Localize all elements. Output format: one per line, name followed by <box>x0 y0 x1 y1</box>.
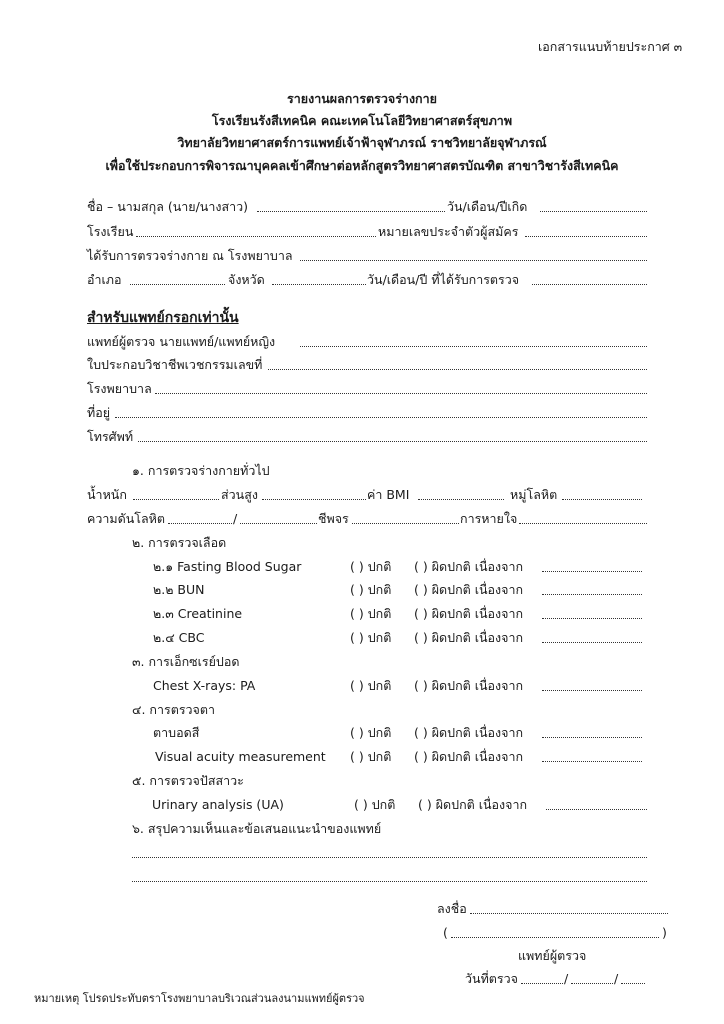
blood-group-field[interactable] <box>562 499 642 500</box>
location-row <box>0 271 724 289</box>
school-label: โรงเรียน <box>87 224 134 239</box>
test-row-fbs <box>0 558 724 576</box>
district-field[interactable] <box>130 284 225 285</box>
cbc-label: ๒.๔ CBC <box>153 630 205 645</box>
xray-normal-option[interactable]: ( ) ปกติ <box>350 678 392 693</box>
doctor-name-field[interactable] <box>300 346 647 347</box>
applicant-name-row <box>0 198 724 216</box>
cbc-normal-option[interactable]: ( ) ปกติ <box>350 630 392 645</box>
license-field[interactable] <box>268 369 647 370</box>
exam-hospital-label: ได้รับการตรวจร่างกาย ณ โรงพยาบาล <box>87 248 293 263</box>
respiration-field[interactable] <box>519 523 647 524</box>
cbc-abnormal-option[interactable]: ( ) ผิดปกติ เนื่องจาก <box>414 630 524 645</box>
bun-label: ๒.๒ BUN <box>153 582 205 597</box>
respiration-label: การหายใจ <box>460 511 518 526</box>
visual-acuity-abnormal-option[interactable]: ( ) ผิดปกติ เนื่องจาก <box>414 749 524 764</box>
bp-separator: / <box>233 511 238 526</box>
pulse-field[interactable] <box>352 523 459 524</box>
license-label: ใบประกอบวิชาชีพเวชกรรมเลขที่ <box>87 357 263 372</box>
applicant-id-label: หมายเลขประจำตัวผู้สมัคร <box>378 224 519 239</box>
test-row-visual-acuity <box>0 748 724 766</box>
general-exam-heading: ๑. การตรวจร่างกายทั่วไป <box>132 463 270 478</box>
printed-name-open-paren: ( <box>443 925 448 940</box>
bmi-field[interactable] <box>418 499 504 500</box>
test-row-bun <box>0 581 724 599</box>
height-field[interactable] <box>262 499 366 500</box>
systolic-field[interactable] <box>168 523 232 524</box>
province-label: จังหวัด <box>228 272 265 287</box>
urinalysis-abnormal-option[interactable]: ( ) ผิดปกติ เนื่องจาก <box>418 797 528 812</box>
doctor-name-label: แพทย์ผู้ตรวจ นายแพทย์/แพทย์หญิง <box>87 334 276 349</box>
phone-field[interactable] <box>138 441 647 442</box>
bmi-label: ค่า BMI <box>367 487 410 502</box>
signature-row <box>0 900 724 918</box>
doctor-name-row <box>0 333 724 351</box>
name-label: ชื่อ – นามสกุล (นาย/นางสาว) <box>87 199 249 214</box>
applicant-id-field[interactable] <box>525 236 647 237</box>
color-blindness-reason-field[interactable] <box>542 737 642 738</box>
printed-name-close-paren: ) <box>662 925 667 940</box>
fbs-normal-option[interactable]: ( ) ปกติ <box>350 559 392 574</box>
phone-label: โทรศัพท์ <box>87 429 134 444</box>
test-row-color-blindness <box>0 724 724 742</box>
creatinine-abnormal-option[interactable]: ( ) ผิดปกติ เนื่องจาก <box>414 606 524 621</box>
form-subtitle-college: วิทยาลัยวิทยาศาสตร์การแพทย์เจ้าฟ้าจุฬาภรณ์ ราชวิทยาลัยจุฬาภรณ์ <box>177 135 547 150</box>
visual-acuity-normal-option[interactable]: ( ) ปกติ <box>350 749 392 764</box>
footnote: หมายเหตุ โปรดประทับตราโรงพยาบาลบริเวณส่วนลงนามแพทย์ผู้ตรวจ <box>34 992 365 1005</box>
xray-heading: ๓. การเอ็กซเรย์ปอด <box>132 654 240 669</box>
test-row-urinalysis <box>0 796 724 814</box>
creatinine-normal-option[interactable]: ( ) ปกติ <box>350 606 392 621</box>
color-blindness-normal-option[interactable]: ( ) ปกติ <box>350 725 392 740</box>
bun-abnormal-option[interactable]: ( ) ผิดปกติ เนื่องจาก <box>414 582 524 597</box>
printed-name-row <box>0 924 724 942</box>
diastolic-field[interactable] <box>240 523 317 524</box>
urine-heading: ๕. การตรวจปัสสาวะ <box>132 773 244 788</box>
height-label: ส่วนสูง <box>221 487 258 502</box>
urinalysis-normal-option[interactable]: ( ) ปกติ <box>354 797 396 812</box>
bun-normal-option[interactable]: ( ) ปกติ <box>350 582 392 597</box>
printed-name-field[interactable] <box>451 937 659 938</box>
fbs-reason-field[interactable] <box>542 571 642 572</box>
sign-month-field[interactable] <box>571 983 613 984</box>
visual-acuity-reason-field[interactable] <box>542 761 642 762</box>
form-subtitle-school: โรงเรียนรังสีเทคนิค คณะเทคโนโลยีวิทยาศาสตร์สุขภาพ <box>211 113 513 128</box>
urinalysis-label: Urinary analysis (UA) <box>152 797 284 812</box>
signature-label: ลงชื่อ <box>437 901 467 916</box>
form-subtitle-purpose: เพื่อใช้ประกอบการพิจารณาบุคคลเข้าศึกษาต่อหลักสูตรวิทยาศาสตรบัณฑิต สาขาวิชารังสีเทคนิค <box>105 158 619 173</box>
weight-field[interactable] <box>133 499 219 500</box>
urinalysis-reason-field[interactable] <box>546 809 647 810</box>
document-reference: เอกสารแนบท้ายประกาศ ๓ <box>538 39 683 54</box>
bun-reason-field[interactable] <box>542 594 642 595</box>
blood-tests-heading: ๒. การตรวจเลือด <box>132 535 227 550</box>
chest-xray-label: Chest X-rays: PA <box>153 678 256 693</box>
doctor-hospital-field[interactable] <box>155 393 647 394</box>
xray-reason-field[interactable] <box>542 690 642 691</box>
weight-label: น้ำหนัก <box>87 487 127 502</box>
address-field[interactable] <box>115 417 647 418</box>
exam-hospital-field[interactable] <box>300 260 647 261</box>
test-row-creatinine <box>0 605 724 623</box>
color-blindness-abnormal-option[interactable]: ( ) ผิดปกติ เนื่องจาก <box>414 725 524 740</box>
address-label: ที่อยู่ <box>87 405 111 420</box>
creatinine-reason-field[interactable] <box>542 618 642 619</box>
doctor-section-heading: สำหรับแพทย์กรอกเท่านั้น <box>87 310 239 326</box>
summary-line-2[interactable] <box>132 881 647 882</box>
sign-date-label: วันที่ตรวจ <box>465 971 518 986</box>
eye-exam-heading: ๔. การตรวจตา <box>132 702 216 717</box>
license-row <box>0 356 724 374</box>
phone-row <box>0 428 724 446</box>
summary-heading: ๖. สรุปความเห็นและข้อเสนอแนะนำของแพทย์ <box>132 821 382 836</box>
exam-date-label: วัน/เดือน/ปี ที่ได้รับการตรวจ <box>367 272 520 287</box>
visual-acuity-label: Visual acuity measurement <box>155 749 326 764</box>
fbs-abnormal-option[interactable]: ( ) ผิดปกติ เนื่องจาก <box>414 559 524 574</box>
sign-year-field[interactable] <box>621 983 645 984</box>
signature-field[interactable] <box>470 913 668 914</box>
dob-label: วัน/เดือน/ปีเกิด <box>447 199 528 214</box>
exam-hospital-row <box>0 247 724 265</box>
vitals-row-2 <box>0 510 724 528</box>
blood-pressure-label: ความดันโลหิต <box>87 511 166 526</box>
name-field[interactable] <box>257 211 445 212</box>
school-field[interactable] <box>136 236 376 237</box>
district-label: อำเภอ <box>87 272 122 287</box>
pulse-label: ชีพจร <box>318 511 349 526</box>
creatinine-label: ๒.๓ Creatinine <box>153 606 243 621</box>
exam-date-sign-row <box>0 970 724 988</box>
province-field[interactable] <box>272 284 366 285</box>
applicant-school-row <box>0 223 724 241</box>
xray-abnormal-option[interactable]: ( ) ผิดปกติ เนื่องจาก <box>414 678 524 693</box>
vitals-row-1 <box>0 486 724 504</box>
doctor-hospital-row <box>0 380 724 398</box>
blood-group-label: หมู่โลหิต <box>510 487 558 502</box>
address-row <box>0 404 724 422</box>
test-row-cbc <box>0 629 724 647</box>
form-title: รายงานผลการตรวจร่างกาย <box>287 91 437 106</box>
cbc-reason-field[interactable] <box>542 642 642 643</box>
fbs-label: ๒.๑ Fasting Blood Sugar <box>153 559 302 574</box>
sign-date-sep-2: / <box>614 971 619 986</box>
color-blindness-label: ตาบอดสี <box>153 725 200 740</box>
doctor-hospital-label: โรงพยาบาล <box>87 381 152 396</box>
test-row-chest-xray <box>0 677 724 695</box>
sign-day-field[interactable] <box>521 983 563 984</box>
summary-line-1[interactable] <box>132 857 647 858</box>
sign-date-sep-1: / <box>564 971 569 986</box>
exam-date-field[interactable] <box>532 284 647 285</box>
signer-role: แพทย์ผู้ตรวจ <box>518 948 587 963</box>
dob-field[interactable] <box>540 211 647 212</box>
